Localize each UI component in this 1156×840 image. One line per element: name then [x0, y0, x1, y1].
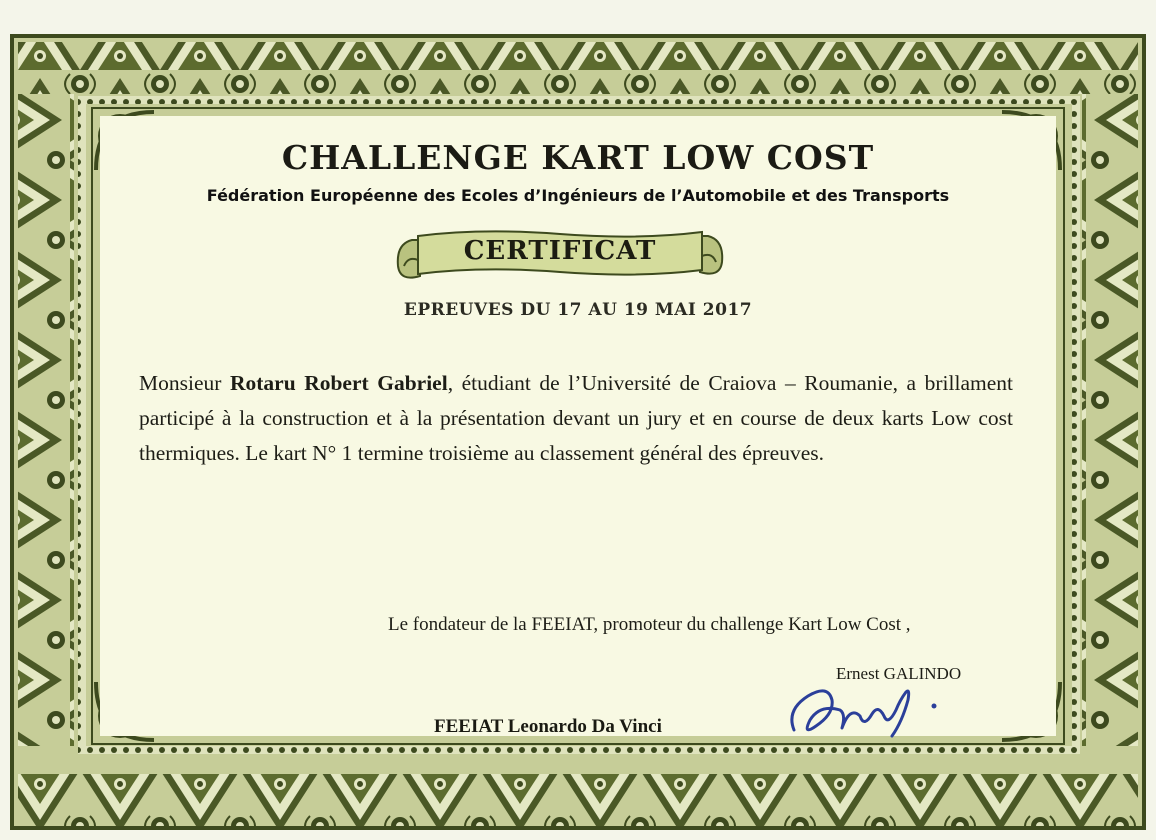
recipient-name: Rotaru Robert Gabriel — [229, 371, 448, 395]
certificate-subtitle: Fédération Européenne des Ecoles d’Ingénieurs de l’Automobile et des Transports — [206, 186, 950, 205]
body-text: , étudiant de l’Université de Craiova – Roumanie, a brillament participé à la construction et à la présentation devant un jury et en course de deux karts Low cost thermiques. Le kart N° 1 termine troisième au classement général des épreuves. — [139, 371, 1013, 465]
founder-line: Le fondateur de la FEEIAT, promoteur du challenge Kart Low Cost , — [388, 614, 911, 635]
event-dates: EPREUVES DU 17 AU 19 MAI 2017 — [403, 300, 753, 320]
certificate-title: CHALLENGE KART LOW COST — [281, 138, 875, 177]
handwritten-signature-icon — [780, 670, 950, 748]
body-prefix: Monsieur — [139, 371, 230, 395]
signer-name: Ernest GALINDO — [836, 664, 962, 683]
organization-name: FEEIAT Leonardo Da Vinci — [434, 716, 662, 737]
banner-label: CERTIFICAT — [463, 236, 657, 266]
certificate-body — [139, 366, 1013, 471]
